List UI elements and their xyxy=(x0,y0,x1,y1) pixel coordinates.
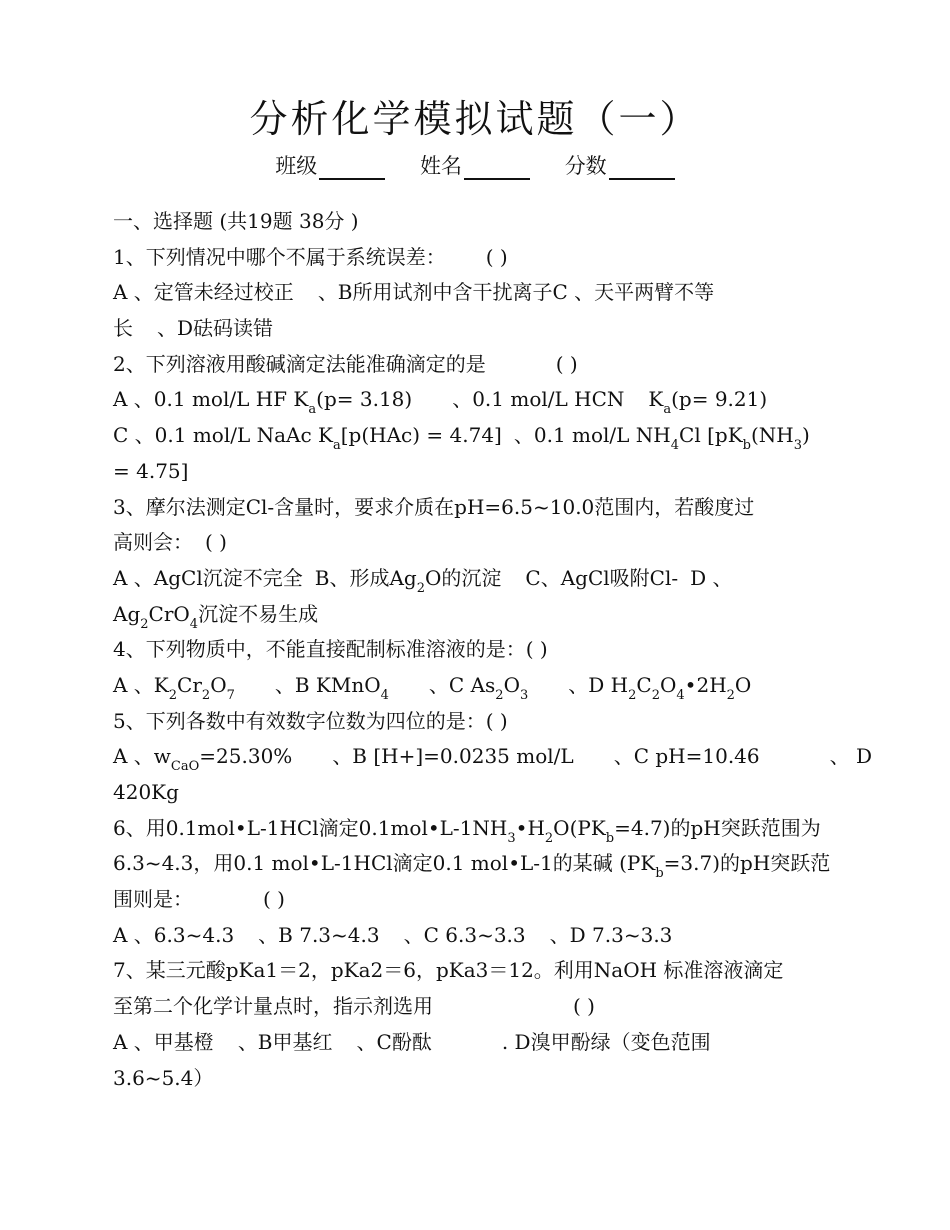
q3-stem-cont: 高则会： ( ) xyxy=(113,530,227,555)
class-field: 班级 xyxy=(275,150,385,180)
score-blank xyxy=(609,156,675,180)
q2-stem: 2、下列溶液用酸碱滴定法能准确滴定的是 ( ) xyxy=(113,351,578,376)
name-field: 姓名 xyxy=(420,150,530,180)
q3-options-cont: $Ag_2CrO_4$沉淀不易生成 xyxy=(113,601,319,632)
q7-stem-2: 至第二个化学计量点时，指示剂选用 ( ) xyxy=(113,994,595,1019)
q5-options: A 、$w_{CaO}=25.30\%$ 、B [H+]=0.0235 mol/L 、C pH=10.46 、 D xyxy=(113,744,873,775)
q7-stem: 7、某三元酸pKa1＝2，pKa2＝6，pKa3＝12。利用NaOH 标准溶液滴定 xyxy=(113,958,784,983)
section-heading: 一、选择题 (共19题 38分 ) xyxy=(113,209,359,233)
score-field: 分数 xyxy=(565,150,675,180)
student-info xyxy=(0,150,950,180)
q2-options-cd: C 、0.1 mol/L NaAc $K_a[p(HAc) = 4.74]$ 、0.1 mol/L $NH_4Cl$ [$pK_b(NH_3)$ xyxy=(113,423,810,454)
q5-options-cont: 420Kg xyxy=(113,780,179,804)
q4-stem: 4、下列物质中，不能直接配制标准溶液的是：( ) xyxy=(113,637,548,662)
q6-options: A 、6.3~4.3 、B 7.3~4.3 、C 6.3~3.3 、D 7.3~3.3 xyxy=(113,922,673,947)
q7-options: A 、甲基橙 、B甲基红 、C酚酞 . D溴甲酚绿（变色范围 xyxy=(113,1029,711,1054)
q3-stem: 3、摩尔法测定Cl-含量时，要求介质在pH=6.5~10.0范围内，若酸度过 xyxy=(113,494,755,519)
q6-stem: 6、用0.1mol•L-1HCl滴定$0.1mol•L-1NH_3•H_2O(PK_b=4.7)$的pH突跃范围为 xyxy=(113,815,821,846)
q1-stem: 1、下列情况中哪个不属于系统误差： ( ) xyxy=(113,244,508,269)
q3-options: A 、AgCl沉淀不完全 B、形成$Ag_2O$的沉淀 C、AgCl吸附Cl- D 、 xyxy=(113,565,733,596)
q5-stem: 5、下列各数中有效数字位数为四位的是：( ) xyxy=(113,708,508,733)
q2-options-ab: A 、0.1 mol/L HF $K_a(p= 3.18)$ 、0.1 mol/L HCN $K_a(p= 9.21)$ xyxy=(113,387,768,418)
q1-options-cont: 长 、D砝码读错 xyxy=(113,316,274,341)
q6-stem-2: 6.3~4.3，用0.1 mol•L-1HCl滴定0.1 mol•L-1的某碱 $(PK_b=3.7)$的pH突跃范 xyxy=(113,851,831,882)
q4-options: A 、$K_2Cr_2O_7$ 、B KMnO$_4$ 、C $As_2O_3$ 、D $H_2C_2O_4•2H_2O$ xyxy=(113,672,752,703)
question-body xyxy=(113,204,873,1096)
exam-title: 分析化学模拟试题（一） xyxy=(249,97,701,141)
q1-options: A 、定管未经过校正 、B所用试剂中含干扰离子C 、天平两臂不等 xyxy=(113,280,715,305)
q2-options-cont: = 4.75] xyxy=(113,458,189,483)
name-blank xyxy=(464,156,530,180)
q6-stem-3: 围则是： ( ) xyxy=(113,887,285,912)
q7-options-cont: 3.6~5.4） xyxy=(113,1065,214,1090)
class-blank xyxy=(319,156,385,180)
